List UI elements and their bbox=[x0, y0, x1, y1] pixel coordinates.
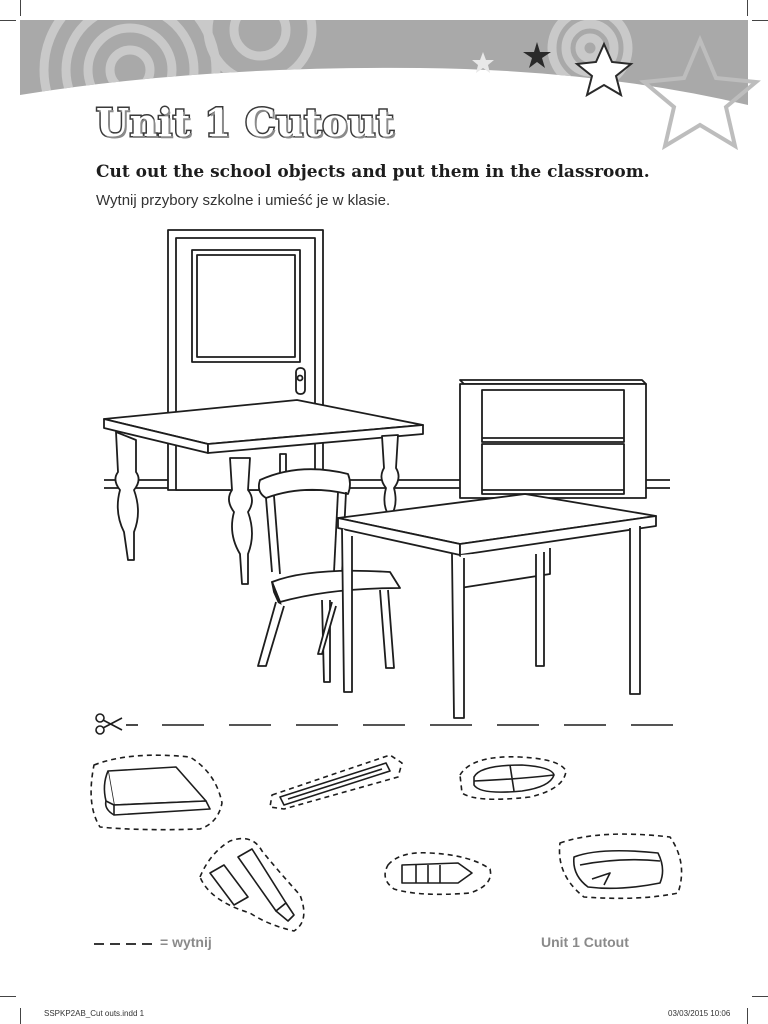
crop-mark bbox=[747, 1008, 748, 1024]
crop-mark bbox=[0, 996, 16, 997]
file-name: SSPKP2AB_Cut outs.indd 1 bbox=[44, 1009, 145, 1018]
crop-mark bbox=[752, 996, 768, 997]
pencil-case-cutout bbox=[560, 834, 682, 898]
pen-cutout bbox=[200, 839, 304, 931]
cutout-objects bbox=[80, 745, 700, 940]
legend-label: = wytnij bbox=[160, 934, 212, 950]
sharpener-cutout bbox=[385, 853, 490, 895]
cut-line bbox=[92, 710, 682, 740]
book-cutout bbox=[91, 755, 222, 829]
classroom-scene bbox=[90, 222, 680, 722]
legend-dashed-line bbox=[94, 935, 158, 951]
bookshelf bbox=[460, 380, 646, 498]
scissors-icon bbox=[96, 714, 122, 734]
crop-mark bbox=[20, 1008, 21, 1024]
door bbox=[168, 230, 323, 490]
instruction-polish: Wytnij przybory szkolne i umieść je w klasie. bbox=[96, 192, 391, 209]
footer-unit-title: Unit 1 Cutout bbox=[541, 934, 629, 950]
chair bbox=[258, 469, 400, 682]
ruler-cutout bbox=[270, 755, 402, 809]
page-title: Unit 1 Cutout bbox=[96, 100, 395, 145]
instruction-english: Cut out the school objects and put them in the classroom. bbox=[96, 162, 650, 182]
eraser-cutout bbox=[460, 757, 566, 799]
print-date: 03/03/2015 10:06 bbox=[668, 1009, 731, 1018]
